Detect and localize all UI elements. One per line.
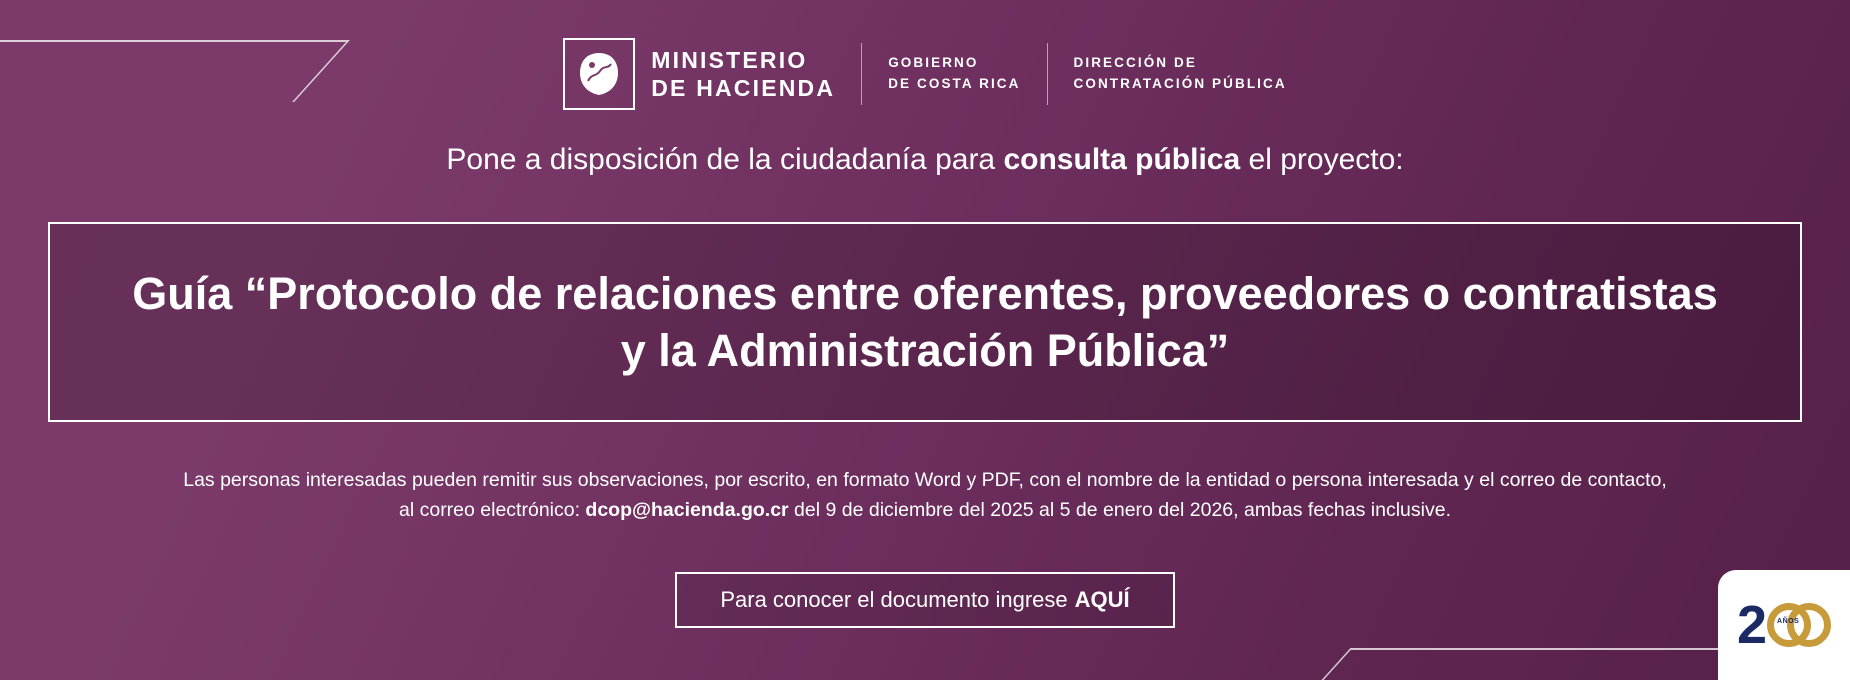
costa-rica-coat-of-arms-icon — [563, 38, 635, 110]
document-link-button[interactable] — [675, 572, 1175, 628]
instructions-line2 — [70, 495, 1780, 525]
decorative-corner-line-bottom-right — [1286, 648, 1773, 680]
page-title — [102, 265, 1747, 379]
ministry-name-line1: MINISTERIO — [651, 46, 808, 73]
instructions-line2-after: del 9 de diciembre del 2025 al 5 de enero del 2026, ambas fechas inclusive. — [788, 499, 1451, 522]
subtitle-after: el proyecto: — [1240, 143, 1404, 176]
subtitle-before: Pone a disposición de la ciudadanía para — [446, 143, 1004, 176]
logo-divider-2 — [1047, 43, 1048, 105]
page-title-line2: y la Administración Pública” — [620, 325, 1230, 376]
bicentennial-rings-icon — [1767, 599, 1831, 651]
government-label — [888, 53, 1020, 95]
project-title-box — [48, 222, 1802, 422]
directorate-label — [1074, 53, 1287, 95]
document-link-emphasis: AQUÍ — [1074, 587, 1130, 612]
bicentennial-number: 2 — [1736, 595, 1766, 655]
bicentennial-years-label: AÑOS — [1777, 618, 1800, 625]
government-label-line2: DE COSTA RICA — [888, 76, 1021, 91]
document-link-label: Para conocer el documento ingrese — [720, 587, 1068, 612]
instructions-line2-before: al correo electrónico: — [399, 499, 586, 522]
instructions-line1: Las personas interesadas pueden remitir sus observaciones, por escrito, en formato Word y PDF, con el nombre de la entidad o persona interesada y el correo de contacto, — [183, 469, 1667, 491]
ministry-name-line2: DE HACIENDA — [651, 75, 836, 101]
bicentennial-badge-inner — [1737, 594, 1831, 656]
directorate-label-line2: CONTRATACIÓN PÚBLICA — [1073, 76, 1287, 91]
bicentennial-badge — [1718, 570, 1850, 680]
institutional-logo-row — [0, 38, 1850, 110]
page-title-line1: Guía “Protocolo de relaciones entre oferentes, proveedores o contratistas — [132, 267, 1718, 319]
logo-divider-1 — [861, 43, 862, 105]
subtitle-highlight: consulta pública — [1003, 143, 1241, 176]
directorate-label-line1: DIRECCIÓN DE — [1073, 55, 1197, 71]
instructions-paragraph — [70, 465, 1780, 525]
bicentennial-ring-right — [1787, 603, 1831, 647]
ministry-name — [651, 46, 835, 102]
ministry-logo — [563, 38, 835, 110]
subtitle — [0, 143, 1850, 177]
contact-email: dcop@hacienda.go.cr — [585, 499, 789, 522]
government-label-line1: GOBIERNO — [888, 55, 979, 71]
